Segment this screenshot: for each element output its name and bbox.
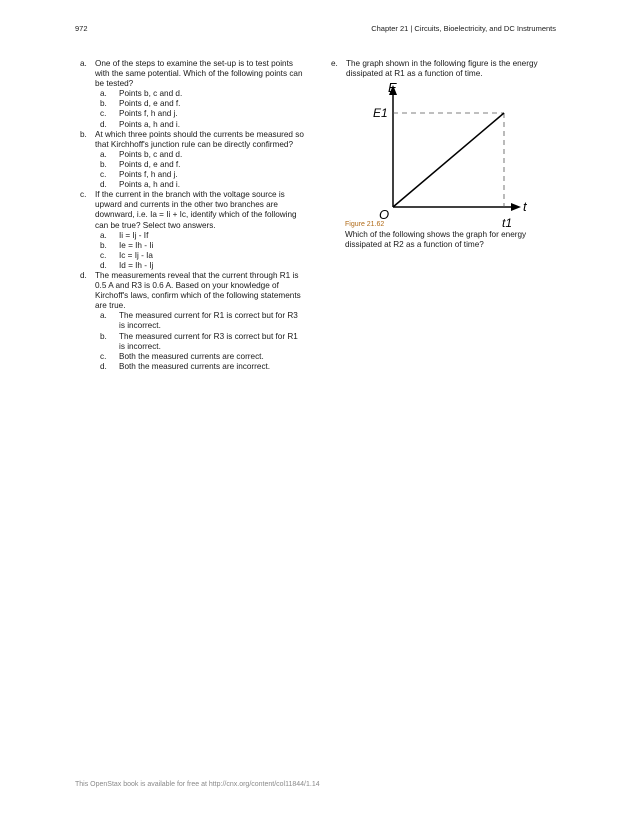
figure-question: Which of the following shows the graph for energy dissipated at R2 as a function of time? xyxy=(345,230,527,250)
question-item xyxy=(80,59,305,130)
figure-caption: Figure 21.62 xyxy=(345,221,385,229)
item-marker: c. xyxy=(80,190,87,200)
answer-option xyxy=(100,231,305,241)
question-stem: The graph shown in the following figure is the energy dissipated at R1 as a function of time. xyxy=(346,59,538,79)
option-text: Points a, h and i. xyxy=(119,180,180,190)
x-axis-arrowhead xyxy=(511,203,521,211)
question-stem: The measurements reveal that the current through R1 is 0.5 A and R3 is 0.6 A. Based on your knowledge of Kirchoff's laws, confirm which of the following statements are true. xyxy=(95,270,301,311)
option-text: Id = Ih - Ij xyxy=(119,260,154,270)
answer-option xyxy=(100,352,305,362)
page-number: 972 xyxy=(75,24,88,33)
option-marker: a. xyxy=(100,89,107,99)
option-text: Points d, e and f. xyxy=(119,99,181,109)
left-column xyxy=(80,59,305,372)
chapter-header: Chapter 21 | Circuits, Bioelectricity, and DC Instruments xyxy=(371,24,556,33)
item-marker: d. xyxy=(80,270,87,280)
option-text: Both the measured currents are correct. xyxy=(119,351,264,361)
option-marker: a. xyxy=(100,149,107,159)
option-marker: c. xyxy=(100,250,107,260)
question-stem: One of the steps to examine the set-up is to test points with the same potential. Which of the following points can be tested? xyxy=(95,59,303,89)
item-marker: e. xyxy=(331,59,338,68)
item-marker: b. xyxy=(80,129,87,139)
option-text: Points f, h and j. xyxy=(119,170,178,180)
right-column xyxy=(331,59,551,250)
option-marker: b. xyxy=(100,99,107,109)
option-text: Ii = Ij - If xyxy=(119,230,149,240)
answer-option xyxy=(100,362,305,372)
option-text: Points b, c and d. xyxy=(119,89,183,99)
option-marker: d. xyxy=(100,180,107,190)
option-marker: d. xyxy=(100,361,107,371)
x-axis-label: t xyxy=(523,199,527,215)
option-marker: c. xyxy=(100,351,107,361)
item-marker: a. xyxy=(80,59,87,68)
question-item xyxy=(80,190,305,271)
option-text: Points a, h and i. xyxy=(119,119,180,129)
option-marker: c. xyxy=(100,170,107,180)
answer-option xyxy=(100,261,305,271)
y-axis-label: E xyxy=(388,80,397,96)
answer-option xyxy=(100,109,305,119)
option-marker: c. xyxy=(100,109,107,119)
answer-option xyxy=(100,99,305,109)
answer-option xyxy=(100,150,305,160)
option-marker: b. xyxy=(100,331,107,341)
answer-option xyxy=(100,251,305,261)
question-item xyxy=(80,271,305,372)
option-marker: a. xyxy=(100,311,107,321)
answer-option xyxy=(100,120,305,130)
x-tick-label: t1 xyxy=(502,216,513,231)
question-stem: At which three points should the currents be measured so that Kirchhoff's junction rule can be directly confirmed? xyxy=(95,129,304,149)
option-text: Ic = Ij - Ia xyxy=(119,250,153,260)
answer-option xyxy=(100,180,305,190)
answer-option xyxy=(100,170,305,180)
option-text: The measured current for R3 is correct but for R1 is incorrect. xyxy=(119,331,298,351)
answer-option xyxy=(100,332,305,352)
answer-option xyxy=(100,241,305,251)
option-text: Ie = Ih - Ii xyxy=(119,240,154,250)
answer-option xyxy=(100,160,305,170)
option-marker: b. xyxy=(100,240,107,250)
option-text: Both the measured currents are incorrect. xyxy=(119,361,271,371)
origin-label: O xyxy=(379,207,390,223)
answer-option xyxy=(100,311,305,331)
option-marker: d. xyxy=(100,119,107,129)
answer-option xyxy=(100,89,305,99)
option-marker: a. xyxy=(100,230,107,240)
question-stem: If the current in the branch with the voltage source is upward and currents in the other two branches are downward, i.e. Ia = Ii + Ic, identify which of the following can be true? Select two answers. xyxy=(95,190,297,230)
option-text: The measured current for R1 is correct but for R3 is incorrect. xyxy=(119,311,298,331)
footer-text: This OpenStax book is available for free at http://cnx.org/content/col11844/1.14 xyxy=(75,781,320,788)
question-item xyxy=(80,130,305,191)
option-text: Points d, e and f. xyxy=(119,159,181,169)
y-tick-label: E1 xyxy=(373,106,388,121)
option-marker: b. xyxy=(100,159,107,169)
question-item xyxy=(331,59,551,79)
option-text: Points b, c and d. xyxy=(119,149,183,159)
option-marker: d. xyxy=(100,260,107,270)
option-text: Points f, h and j. xyxy=(119,109,178,119)
energy-line xyxy=(393,113,504,207)
